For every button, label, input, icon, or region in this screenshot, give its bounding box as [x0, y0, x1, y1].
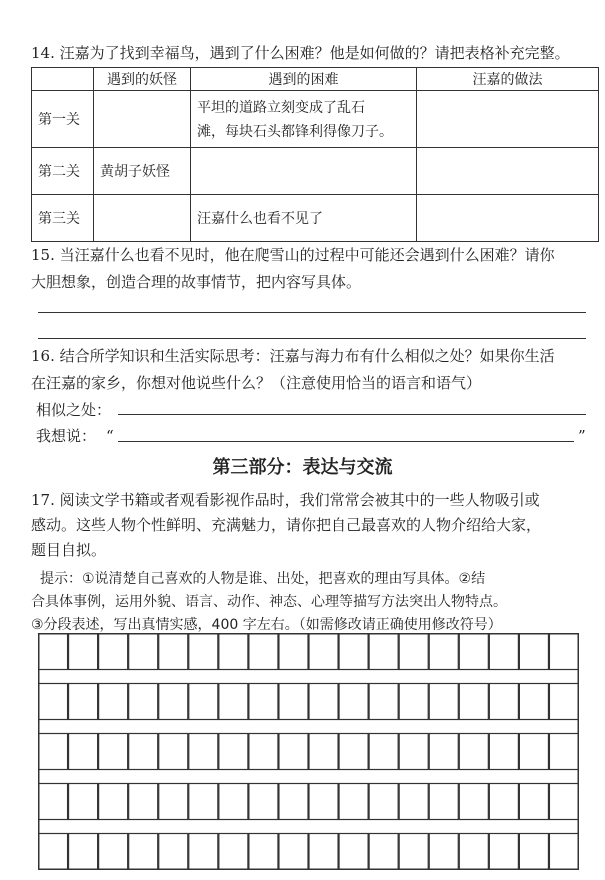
grid-cell[interactable] — [39, 834, 68, 870]
grid-cell[interactable] — [489, 734, 518, 770]
grid-cell[interactable] — [99, 734, 128, 770]
composition-grid[interactable] — [38, 633, 579, 870]
grid-cell[interactable] — [369, 784, 398, 820]
difficulty-text-line: 平坦的道路立刻变成了乱石 — [197, 100, 365, 116]
grid-cell[interactable] — [219, 684, 248, 720]
grid-cell[interactable] — [189, 684, 218, 720]
grid-cell[interactable] — [429, 734, 458, 770]
grid-cell[interactable] — [459, 684, 488, 720]
header-cell-monster: 遇到的妖怪 — [94, 68, 191, 91]
question-14-table — [31, 67, 599, 242]
composition-grid-svg — [38, 633, 579, 870]
grid-cell[interactable] — [369, 634, 398, 670]
grid-cell[interactable] — [129, 734, 158, 770]
grid-cell[interactable] — [429, 634, 458, 670]
grid-cell[interactable] — [279, 784, 308, 820]
grid-cell[interactable] — [99, 634, 128, 670]
question-17-line2: 感动。这些人物个性鲜明、充满魅力，请你把自己最喜欢的人物介绍给大家， — [31, 516, 542, 534]
question-17-line1: 17. 阅读文学书籍或者观看影视作品时，我们常常会被其中的一些人物吸引或 — [31, 491, 540, 509]
grid-cell[interactable] — [219, 834, 248, 870]
grid-cell[interactable] — [99, 784, 128, 820]
say-label: 我想说： — [36, 427, 97, 445]
grid-cell[interactable] — [219, 784, 248, 820]
grid-cell[interactable] — [159, 834, 188, 870]
grid-cell[interactable] — [279, 684, 308, 720]
question-15-line2: 大胆想象，创造合理的故事情节，把内容写具体。 — [31, 273, 362, 291]
grid-cell[interactable] — [279, 734, 308, 770]
grid-cell[interactable] — [219, 734, 248, 770]
grid-cell[interactable] — [339, 684, 368, 720]
grid-cell[interactable] — [369, 684, 398, 720]
monster-answer-cell[interactable] — [94, 195, 191, 242]
hint-line3: ③分段表述，写出真情实感，400 字左右。（如需修改请正确使用修改符号） — [31, 617, 502, 633]
open-quote: “ — [106, 427, 114, 445]
grid-cell[interactable] — [69, 634, 98, 670]
grid-cell[interactable] — [399, 684, 428, 720]
question-16-line2: 在汪嘉的家乡，你想对他说些什么？（注意使用恰当的语言和语气） — [31, 374, 482, 392]
grid-cell[interactable] — [39, 684, 68, 720]
grid-cell[interactable] — [309, 734, 338, 770]
grid-cell[interactable] — [519, 734, 548, 770]
grid-cell[interactable] — [519, 634, 548, 670]
grid-cell[interactable] — [309, 784, 338, 820]
action-answer-cell[interactable] — [417, 148, 599, 195]
grid-cell[interactable] — [369, 734, 398, 770]
grid-cell[interactable] — [309, 834, 338, 870]
table-row — [32, 91, 599, 148]
grid-cell[interactable] — [399, 734, 428, 770]
grid-cell[interactable] — [339, 734, 368, 770]
grid-cell[interactable] — [399, 634, 428, 670]
grid-cell[interactable] — [69, 834, 98, 870]
grid-cell[interactable] — [309, 634, 338, 670]
grid-cell[interactable] — [99, 684, 128, 720]
grid-cell[interactable] — [69, 784, 98, 820]
hint-line1: 提示：①说清楚自己喜欢的人物是谁、出处，把喜欢的理由写具体。②结 — [40, 571, 486, 587]
grid-cell[interactable] — [219, 634, 248, 670]
grid-cell[interactable] — [489, 684, 518, 720]
grid-cell[interactable] — [69, 684, 98, 720]
grid-cell[interactable] — [189, 634, 218, 670]
grid-cell[interactable] — [159, 784, 188, 820]
grid-cell[interactable] — [549, 784, 578, 820]
monster-answer-cell[interactable] — [94, 91, 191, 148]
grid-cell[interactable] — [519, 684, 548, 720]
grid-cell[interactable] — [129, 634, 158, 670]
question-14-prompt: 14. 汪嘉为了找到幸福鸟，遇到了什么困难？他是如何做的？请把表格补充完整。 — [31, 44, 570, 62]
grid-cell[interactable] — [549, 734, 578, 770]
grid-cell[interactable] — [549, 634, 578, 670]
grid-cell[interactable] — [459, 834, 488, 870]
grid-cell[interactable] — [459, 784, 488, 820]
grid-cell[interactable] — [129, 784, 158, 820]
grid-cell[interactable] — [429, 784, 458, 820]
grid-cell[interactable] — [519, 834, 548, 870]
grid-cell[interactable] — [189, 834, 218, 870]
answer-line[interactable] — [38, 312, 586, 313]
similar-label: 相似之处： — [36, 401, 112, 419]
grid-cell[interactable] — [339, 634, 368, 670]
stage-label: 第一关 — [32, 91, 94, 148]
grid-cell[interactable] — [549, 834, 578, 870]
table-header-row — [32, 68, 599, 91]
grid-cell[interactable] — [549, 684, 578, 720]
grid-cell[interactable] — [249, 734, 278, 770]
question-17-line3: 题目自拟。 — [31, 541, 107, 559]
grid-cell[interactable] — [249, 834, 278, 870]
difficulty-text-line: 滩，每块石头都锋利得像刀子。 — [197, 124, 393, 140]
grid-cell[interactable] — [189, 734, 218, 770]
grid-cell[interactable] — [189, 784, 218, 820]
grid-cell[interactable] — [159, 684, 188, 720]
grid-cell[interactable] — [399, 784, 428, 820]
difficulty-cell — [191, 91, 417, 148]
grid-cell[interactable] — [39, 784, 68, 820]
grid-cell[interactable] — [429, 684, 458, 720]
grid-cell[interactable] — [519, 784, 548, 820]
grid-cell[interactable] — [159, 734, 188, 770]
answer-line[interactable] — [38, 338, 586, 339]
grid-cell[interactable] — [249, 684, 278, 720]
grid-cell[interactable] — [249, 634, 278, 670]
grid-cell[interactable] — [369, 834, 398, 870]
grid-cell[interactable] — [129, 834, 158, 870]
question-15-line1: 15. 当汪嘉什么也看不见时，他在爬雪山的过程中可能还会遇到什么困难？请你 — [31, 246, 555, 264]
stage-label: 第三关 — [32, 195, 94, 242]
question-16-line1: 16. 结合所学知识和生活实际思考：汪嘉与海力布有什么相似之处？如果你生活 — [31, 347, 555, 365]
grid-cell[interactable] — [159, 634, 188, 670]
hint-line2: 合具体事例，运用外貌、语言、动作、神态、心理等描写方法突出人物特点。 — [31, 594, 507, 610]
action-answer-cell[interactable] — [417, 91, 599, 148]
difficulty-answer-cell[interactable] — [191, 148, 417, 195]
grid-cell[interactable] — [489, 834, 518, 870]
stage-label: 第二关 — [32, 148, 94, 195]
similar-answer-line[interactable] — [118, 414, 586, 415]
header-cell-difficulty: 遇到的困难 — [191, 68, 417, 91]
grid-cell[interactable] — [459, 734, 488, 770]
grid-cell[interactable] — [39, 734, 68, 770]
grid-cell[interactable] — [399, 834, 428, 870]
grid-cell[interactable] — [339, 834, 368, 870]
grid-cell[interactable] — [69, 734, 98, 770]
action-answer-cell[interactable] — [417, 195, 599, 242]
close-quote: ” — [578, 427, 586, 445]
header-cell-empty — [32, 68, 94, 91]
table-row — [32, 195, 599, 242]
grid-cell[interactable] — [309, 684, 338, 720]
grid-cell[interactable] — [99, 834, 128, 870]
part-3-title: 第三部分：表达与交流 — [212, 457, 393, 478]
header-cell-action: 汪嘉的做法 — [417, 68, 599, 91]
grid-cell[interactable] — [489, 634, 518, 670]
grid-cell[interactable] — [429, 834, 458, 870]
grid-cell[interactable] — [129, 684, 158, 720]
grid-cell[interactable] — [39, 634, 68, 670]
grid-cell[interactable] — [339, 784, 368, 820]
grid-cell[interactable] — [279, 834, 308, 870]
difficulty-cell: 汪嘉什么也看不见了 — [191, 195, 417, 242]
grid-cell[interactable] — [249, 784, 278, 820]
grid-cell[interactable] — [489, 784, 518, 820]
say-answer-line[interactable] — [118, 441, 574, 442]
monster-cell: 黄胡子妖怪 — [94, 148, 191, 195]
table-row — [32, 148, 599, 195]
grid-cell[interactable] — [459, 634, 488, 670]
grid-cell[interactable] — [279, 634, 308, 670]
